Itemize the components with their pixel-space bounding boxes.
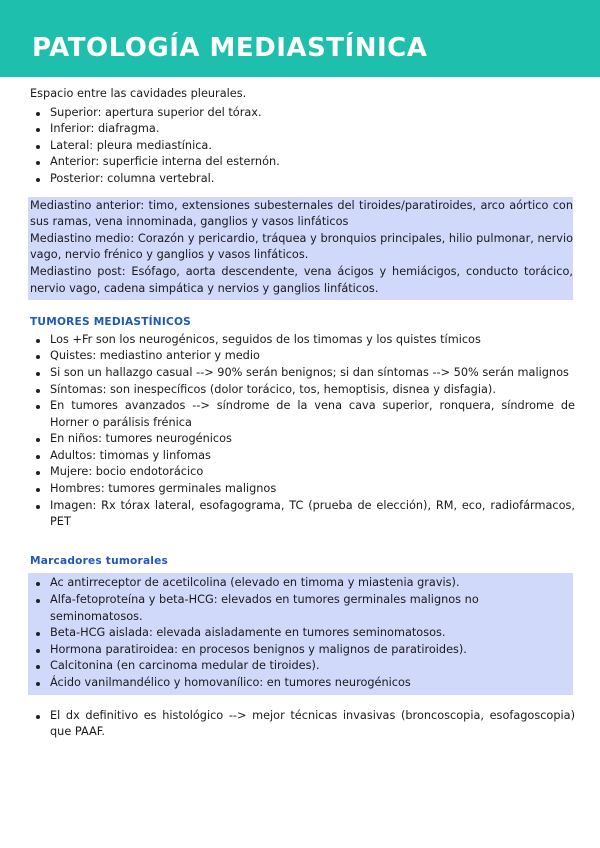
tumores-list bbox=[30, 332, 575, 531]
list-item: Inferior: diafragma. bbox=[30, 121, 575, 138]
list-item: Los +Fr son los neurogénicos, seguidos de los timomas y los quistes tímicos bbox=[30, 332, 575, 349]
header-bar bbox=[0, 0, 600, 77]
list-item: Quistes: mediastino anterior y medio bbox=[30, 348, 575, 365]
list-item: Superior: apertura superior del tórax. bbox=[30, 105, 575, 122]
list-item: Adultos: timomas y linfomas bbox=[30, 448, 575, 465]
list-item: En niños: tumores neurogénicos bbox=[30, 431, 575, 448]
list-item: Ac antirreceptor de acetilcolina (elevado en timoma y miastenia gravis). bbox=[30, 575, 573, 592]
list-item: Alfa-fetoproteína y beta-HCG: elevados en tumores germinales malignos no seminomatosos. bbox=[30, 592, 573, 625]
list-item: Mujere: bocio endotorácico bbox=[30, 464, 575, 481]
list-item: Posterior: columna vertebral. bbox=[30, 171, 575, 188]
list-item: Si son un hallazgo casual --> 90% serán benignos; si dan síntomas --> 50% serán malignos bbox=[30, 365, 575, 382]
limits-list bbox=[30, 105, 575, 188]
list-item: Síntomas: son inespecíficos (dolor torácico, tos, hemoptisis, disnea y disfagia). bbox=[30, 382, 575, 399]
intro-text: Espacio entre las cavidades pleurales. bbox=[30, 87, 247, 100]
list-item: En tumores avanzados --> síndrome de la vena cava superior, ronquera, síndrome de Horner o parálisis frénica bbox=[30, 398, 575, 431]
compartments-box bbox=[28, 197, 573, 301]
list-item: Imagen: Rx tórax lateral, esofagograma, TC (prueba de elección), RM, eco, radiofármacos, PET bbox=[30, 498, 575, 531]
list-item: Calcitonina (en carcinoma medular de tiroides). bbox=[30, 658, 573, 675]
markers-box bbox=[28, 573, 573, 694]
list-item: Hombres: tumores germinales malignos bbox=[30, 481, 575, 498]
compartment-posterior: Mediastino post: Esófago, aorta descendente, vena ácigos y hemiácigos, conducto torácico, nervio vago, cadena simpática y nervios y ganglios linfáticos. bbox=[30, 264, 573, 295]
list-item: Anterior: superficie interna del esternón. bbox=[30, 154, 575, 171]
document-body bbox=[30, 86, 575, 741]
final-note: El dx definitivo es histológico --> mejor técnicas invasivas (broncoscopia, esofagoscopia) que PAAF. bbox=[30, 708, 575, 741]
list-item: Hormona paratiroidea: en procesos benignos y malignos de paratiroides). bbox=[30, 642, 573, 659]
page-title: PATOLOGÍA MEDIASTÍNICA bbox=[32, 33, 428, 63]
compartment-anterior: Mediastino anterior: timo, extensiones subesternales del tiroides/paratiroides, arco aórtico con sus ramas, vena innominada, ganglios y vasos linfáticos bbox=[30, 198, 573, 229]
section-title-marcadores: Marcadores tumorales bbox=[30, 554, 169, 567]
list-item: Lateral: pleura mediastínica. bbox=[30, 138, 575, 155]
list-item: Beta-HCG aislada: elevada aisladamente en tumores seminomatosos. bbox=[30, 625, 573, 642]
section-title-tumores: TUMORES MEDIASTÍNICOS bbox=[30, 316, 192, 329]
list-item: Ácido vanilmandélico y homovanílico: en tumores neurogénicos bbox=[30, 675, 573, 692]
final-note-list bbox=[30, 708, 575, 741]
marcadores-list bbox=[30, 575, 573, 691]
compartment-medio: Mediastino medio: Corazón y pericardio, tráquea y bronquios principales, hilio pulmonar, nervio vago, nervio frénico y ganglios y vasos linfáticos. bbox=[30, 231, 573, 262]
